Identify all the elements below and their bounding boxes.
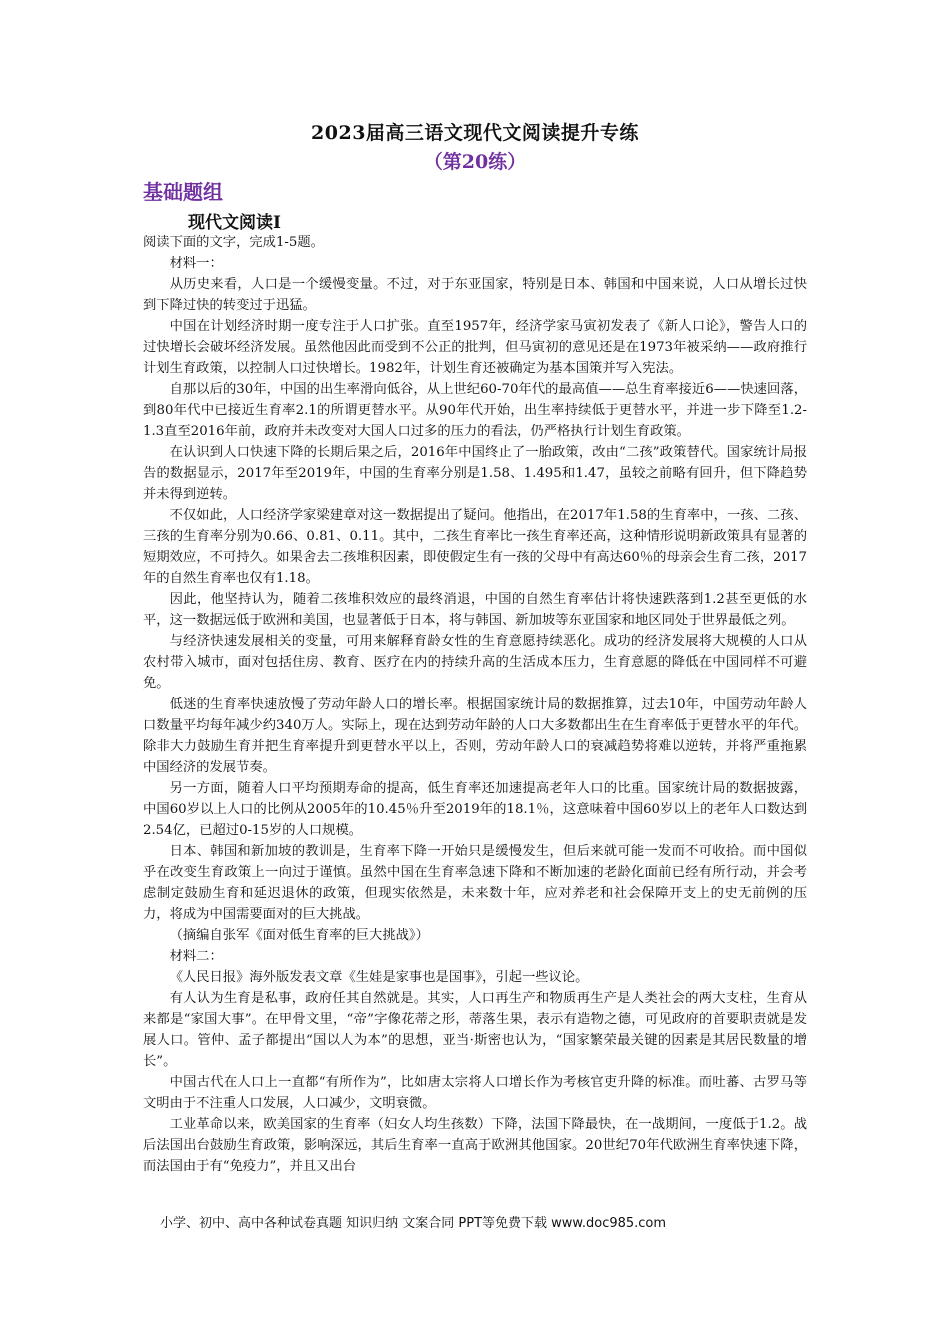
reading-passage: [143, 232, 807, 1177]
paragraph: 材料二：: [169, 949, 223, 964]
paragraph: 自那以后的30年，中国的出生率滑向低谷，从上世纪60-70年代的最高值——总生育率接近6——快速回落，到80年代中已接近生育率2.1的所谓更替水平。从90年代开始，出生率持续低于更替水平，并进一步下降至1.2-1.3直至2016年前，政府并未改变对大国人口过多的压力的看法，仍严格执行计划生育政策。: [143, 382, 807, 439]
paragraph: 《人民日报》海外版发表文章《生娃是家事也是国事》，引起一些议论。: [169, 970, 589, 985]
paragraph: 日本、韩国和新加坡的教训是，生育率下降一开始只是缓慢发生，但后来就可能一发而不可收拾。而中国似乎在改变生育政策上一向过于谨慎。虽然中国在生育率急速下降和不断加速的老龄化面前已经有所行动，并会考虑制定鼓励生育和延迟退休的政策，但现实依然是，未来数十年，应对养老和社会保障开支上的史无前例的压力，将成为中国需要面对的巨大挑战。: [143, 844, 807, 922]
paragraph: 因此，他坚持认为，随着二孩堆积效应的最终消退，中国的自然生育率估计将快速跌落到1.2甚至更低的水平，这一数据远低于欧洲和美国，也显著低于日本，将与韩国、新加坡等东亚国家和地区同处于世界最低之列。: [143, 592, 807, 628]
paragraph: 工业革命以来，欧美国家的生育率（妇女人均生孩数）下降，法国下降最快，在一战期间，一度低于1.2。战后法国出台鼓励生育政策，影响深远，其后生育率一直高于欧洲其他国家。20世纪70年代欧洲生育率快速下降，而法国由于有“免疫力”，并且又出台: [143, 1117, 807, 1174]
paragraph: 不仅如此，人口经济学家梁建章对这一数据提出了疑问。他指出，在2017年1.58的生育率中，一孩、二孩、三孩的生育率分别为0.66、0.81、0.11。其中，二孩生育率比一孩生育率还高，这种情形说明新政策具有显著的短期效应，不可持久。如果舍去二孩堆积因素，即使假定生有一孩的父母中有高达60％的母亲会生育二孩，2017年的自然生育率也仅有1.18。: [143, 508, 807, 586]
paragraph: 从历史来看，人口是一个缓慢变量。不过，对于东亚国家，特别是日本、韩国和中国来说，人口从增长过快到下降过快的转变过于迅猛。: [143, 277, 807, 313]
paragraph: （摘编自张军《面对低生育率的巨大挑战》）: [169, 928, 429, 943]
document-title: 2023届高三语文现代文阅读提升专练: [311, 122, 639, 144]
section-heading: 现代文阅读Ⅰ: [188, 213, 281, 233]
group-heading: 基础题组: [143, 180, 223, 204]
paragraph: 另一方面，随着人口平均预期寿命的提高，低生育率还加速提高老年人口的比重。国家统计局的数据披露，中国60岁以上人口的比例从2005年的10.45％升至2019年的18.1％，这意味着中国60岁以上的老年人口数达到2.54亿，已超过0-15岁的人口规模。: [143, 781, 807, 838]
paragraph: 中国古代在人口上一直都“有所作为”，比如唐太宗将人口增长作为考核官吏升降的标准。而吐蕃、古罗马等文明由于不注重人口发展，人口减少，文明衰微。: [143, 1075, 807, 1111]
paragraph: 中国在计划经济时期一度专注于人口扩张。直至1957年，经济学家马寅初发表了《新人口论》，警告人口的过快增长会破坏经济发展。虽然他因此而受到不公正的批判，但马寅初的意见还是在1973年被采纳——政府推行计划生育政策，以控制人口过快增长。1982年，计划生育还被确定为基本国策并写入宪法。: [143, 319, 807, 376]
paragraph: 在认识到人口快速下降的长期后果之后，2016年中国终止了一胎政策，改由“二孩”政策替代。国家统计局报告的数据显示，2017年至2019年，中国的生育率分别是1.58、1.495和1.47，虽较之前略有回升，但下降趋势并未得到逆转。: [143, 445, 807, 502]
document-subtitle: （第20练）: [423, 151, 527, 173]
footer-advert: 小学、初中、高中各种试卷真题 知识归纳 文案合同 PPT等免费下载 www.doc985.com: [160, 1216, 667, 1231]
paragraph: 阅读下面的文字，完成1-5题。: [143, 235, 324, 250]
paragraph: 与经济快速发展相关的变量，可用来解释育龄女性的生育意愿持续恶化。成功的经济发展将大规模的人口从农村带入城市，面对包括住房、教育、医疗在内的持续升高的生活成本压力，生育意愿的降低在中国同样不可避免。: [143, 634, 807, 691]
paragraph: 低迷的生育率快速放慢了劳动年龄人口的增长率。根据国家统计局的数据推算，过去10年，中国劳动年龄人口数量平均每年减少约340万人。实际上，现在达到劳动年龄的人口大多数都出生在生育率低于更替水平的年代。除非大力鼓励生育并把生育率提升到更替水平以上，否则，劳动年龄人口的衰减趋势将难以逆转，并将严重拖累中国经济的发展节奏。: [143, 697, 807, 775]
paragraph: 材料一：: [169, 256, 223, 271]
paragraph: 有人认为生育是私事，政府任其自然就是。其实，人口再生产和物质再生产是人类社会的两大支柱，生育从来都是“家国大事”。在甲骨文里，“帝”字像花蒂之形，蒂落生果，表示有造物之德，可见政府的首要职责就是发展人口。管仲、孟子都提出“国以人为本”的思想，亚当·斯密也认为，“国家繁荣最关键的因素是其居民数量的增长”。: [143, 991, 807, 1069]
